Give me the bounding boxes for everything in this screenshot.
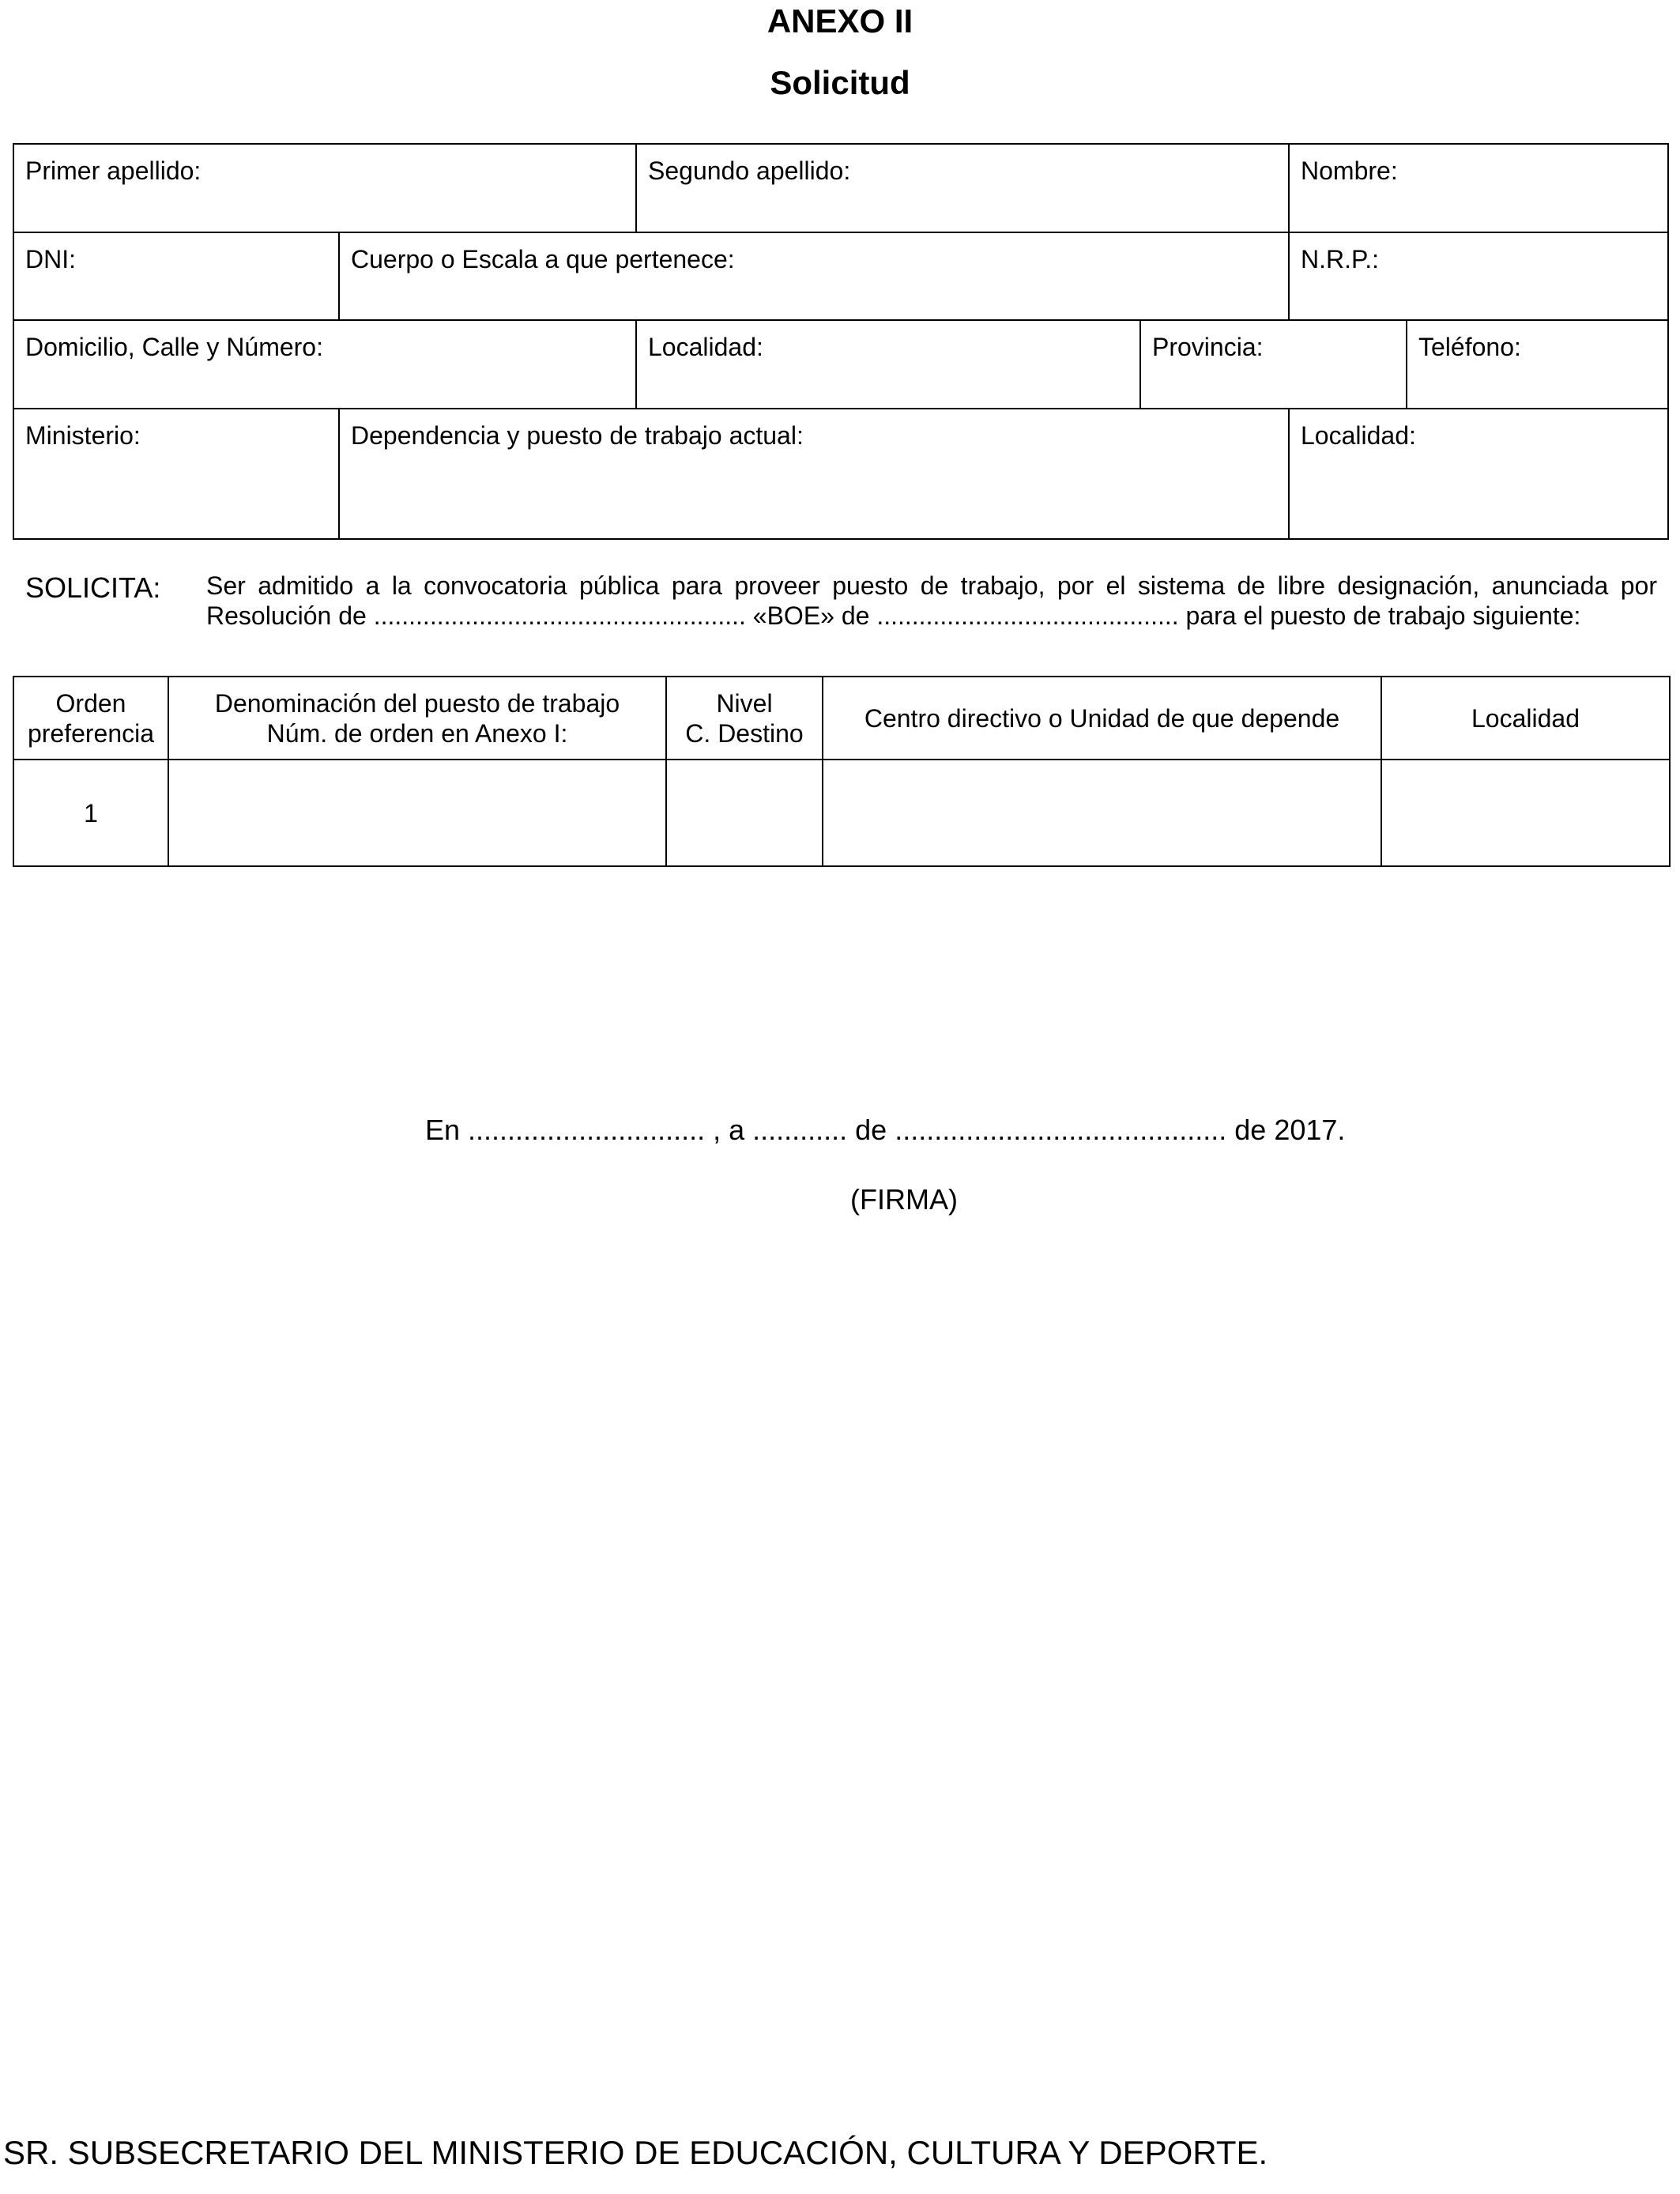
cell-centro[interactable] [823, 760, 1381, 866]
cell-orden[interactable]: 1 [13, 760, 168, 866]
header-centro: Centro directivo o Unidad de que depende [823, 677, 1381, 760]
domicilio-label: Domicilio, Calle y Número: [25, 333, 323, 361]
positions-table [13, 676, 1671, 867]
cuerpo-escala-field[interactable] [340, 233, 1290, 321]
solicita-label: SOLICITA: [25, 571, 161, 604]
header-denominacion-line1: Denominación del puesto de trabajo [214, 688, 620, 718]
nombre-field[interactable] [1290, 145, 1667, 233]
provincia-label: Provincia: [1152, 333, 1264, 361]
telefono-field[interactable] [1407, 321, 1667, 409]
primer-apellido-label: Primer apellido: [25, 156, 202, 185]
header-nivel-line2: C. Destino [685, 718, 804, 748]
header-orden [13, 677, 168, 760]
solicita-text: Ser admitido a la convocatoria pública para proveer puesto de trabajo, por el sistema de libre designación, anunciada por Resolución de ..................................................... «BOE» de ........................................... para el puesto de trabajo siguiente: [206, 571, 1657, 630]
personal-data-grid [13, 143, 1669, 540]
table-row [13, 760, 1670, 866]
table-header-row [13, 677, 1670, 760]
ministerio-label: Ministerio: [25, 421, 141, 450]
dependencia-field[interactable] [340, 409, 1290, 538]
header-nivel-line1: Nivel [716, 688, 773, 718]
date-place-line: En .............................. , a ............ de .......................................... de 2017. [425, 1114, 1346, 1146]
dependencia-label: Dependencia y puesto de trabajo actual: [351, 421, 804, 450]
header-orden-line2: preferencia [27, 718, 155, 748]
telefono-label: Teléfono: [1418, 333, 1521, 361]
header-denominacion [168, 677, 666, 760]
localidad-field[interactable] [637, 321, 1141, 409]
nrp-field[interactable] [1290, 233, 1667, 321]
nrp-label: N.R.P.: [1301, 245, 1379, 273]
cell-denominacion[interactable] [168, 760, 666, 866]
header-orden-line1: Orden [55, 688, 126, 718]
localidad-trabajo-label: Localidad: [1301, 421, 1416, 450]
header-localidad: Localidad [1381, 677, 1670, 760]
segundo-apellido-label: Segundo apellido: [648, 156, 851, 185]
form-title: Solicitud [770, 64, 910, 101]
signature-label: (FIRMA) [850, 1183, 958, 1216]
nombre-label: Nombre: [1301, 156, 1398, 185]
cuerpo-escala-label: Cuerpo o Escala a que pertenece: [351, 245, 735, 273]
ministerio-field[interactable] [14, 409, 340, 538]
dni-label: DNI: [25, 245, 76, 273]
domicilio-field[interactable] [14, 321, 637, 409]
localidad-trabajo-field[interactable] [1290, 409, 1667, 538]
cell-localidad[interactable] [1381, 760, 1670, 866]
addressee: SR. SUBSECRETARIO DEL MINISTERIO DE EDUCACIÓN, CULTURA Y DEPORTE. [3, 2134, 1268, 2171]
header-denominacion-line2: Núm. de orden en Anexo I: [266, 718, 568, 748]
header-nivel [666, 677, 823, 760]
primer-apellido-field[interactable] [14, 145, 637, 233]
localidad-label: Localidad: [648, 333, 763, 361]
cell-nivel[interactable] [666, 760, 823, 866]
segundo-apellido-field[interactable] [637, 145, 1290, 233]
annex-title: ANEXO II [767, 2, 913, 40]
dni-field[interactable] [14, 233, 340, 321]
provincia-field[interactable] [1141, 321, 1407, 409]
